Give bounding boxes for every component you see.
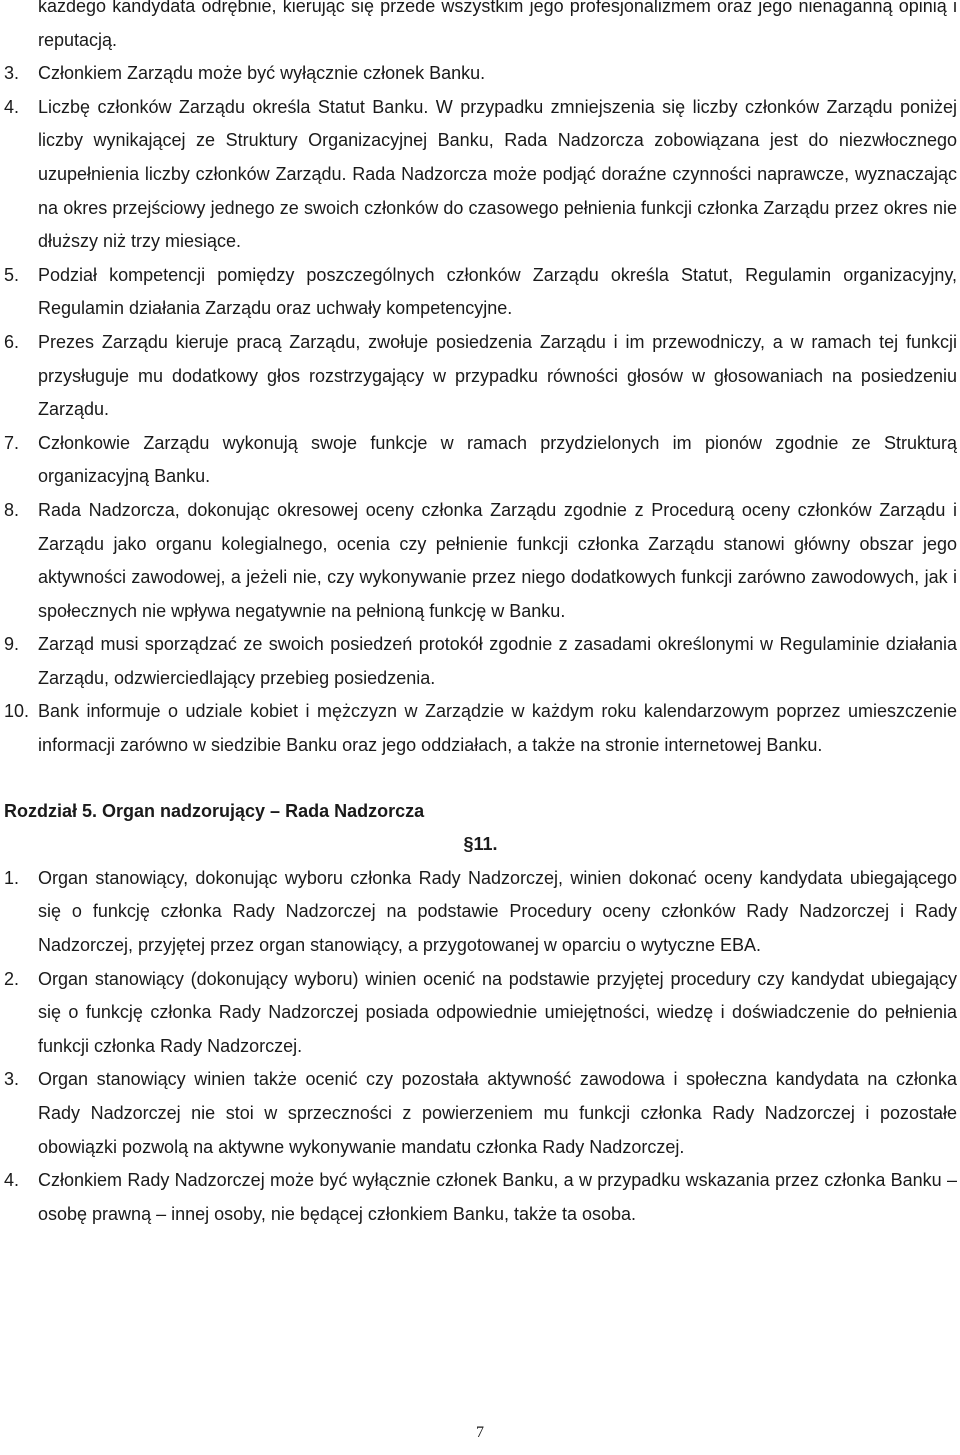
chapter-heading: Rozdział 5. Organ nadzorujący – Rada Nadzorcza [4, 800, 425, 821]
list-item [4, 695, 957, 762]
item-text: Członkiem Zarządu może być wyłącznie członek Banku. [38, 63, 486, 84]
item-text: Członkowie Zarządu wykonują swoje funkcje w ramach przydzielonych im pionów zgodnie ze Strukturą organizacyjną Banku. [38, 432, 957, 487]
item-number: 8. [4, 499, 20, 520]
item-text: Prezes Zarządu kieruje pracą Zarządu, zwołuje posiedzenia Zarządu i im przewodniczy, a w ramach tej funkcji przysługuje mu dodatkowy głos rozstrzygający w przypadku równości głosów w głosowaniach na posiedzeniu Zarządu. [38, 331, 957, 420]
item-number: 5. [4, 264, 20, 285]
spacer [4, 763, 957, 795]
item-number: 4. [4, 1170, 20, 1191]
list-item [4, 326, 957, 427]
section-mark: §11. [463, 834, 498, 855]
list-item [4, 963, 957, 1064]
document-body [4, 0, 957, 1231]
item-text: Zarząd musi sporządzać ze swoich posiedzeń protokół zgodnie z zasadami określonymi w Regulaminie działania Zarządu, odzwierciedlający przebieg posiedzenia. [38, 634, 957, 688]
item-number: 9. [4, 634, 20, 655]
item-number: 2. [4, 968, 20, 989]
item-text: Członkiem Rady Nadzorczej może być wyłącznie członek Banku, a w przypadku wskazania przez członka Banku – osobę prawną – innej osoby, nie będącej członkiem Banku, także ta osoba. [38, 1170, 957, 1224]
item-number: 10. [4, 701, 30, 722]
item-number: 7. [4, 432, 20, 453]
item-text: Organ stanowiący winien także ocenić czy pozostała aktywność zawodowa i społeczna kandydata na członka Rady Nadzorczej nie stoi w sprzeczności z powierzeniem mu funkcji członka Rady Nadzorczej i pozostałe obowiązki pozwolą na aktywne wykonywanie mandatu członka Rady Nadzorczej. [38, 1069, 957, 1157]
item-text: Rada Nadzorcza, dokonując okresowej oceny członka Zarządu zgodnie z Procedurą oceny członków Zarządu i Zarządu jako organu kolegialnego, ocenia czy pełnienie funkcji członka Zarządu stanowi główny obszar jego aktywności zawodowej, a jeżeli nie, czy wykonywanie przez niego dodatkowych funkcji zarówno zawodowych, jak i społecznych nie wpływa negatywnie na pełnioną funkcję w Banku. [38, 499, 957, 621]
list-item [4, 91, 957, 259]
list-item [4, 628, 957, 695]
item-text: Liczbę członków Zarządu określa Statut Banku. W przypadku zmniejszenia się liczby członków Zarządu poniżej liczby wynikającej ze Struktury Organizacyjnej Banku, Rada Nadzorcza zobowiązana jest do niezwłocznego uzupełnienia liczby członków Zarządu. Rada Nadzorcza może podjąć doraźne czynności naprawcze, wyznaczając na okres przejściowy jednego ze swoich członków do czasowego pełnienia funkcji członka Zarządu przez okres nie dłuższy niż trzy miesiące. [38, 96, 957, 252]
item-number: 1. [4, 867, 20, 888]
list-item [4, 862, 957, 963]
item-number: 3. [4, 63, 20, 84]
list-item [4, 494, 957, 628]
list-item [4, 1063, 957, 1164]
continuation-paragraph: każdego kandydata odrębnie, kierując się przede wszystkim jego profesjonalizmem oraz jego nienaganną opinią i reputacją. [38, 0, 957, 50]
item-text: Organ stanowiący, dokonując wyboru członka Rady Nadzorczej, winien dokonać oceny kandydata ubiegającego się o funkcję członka Rady Nadzorczej na podstawie Procedury oceny członków Rady Nadzorczej i Rady Nadzorczej, przyjętej przez organ stanowiący, a przygotowanej w oparciu o wytyczne EBA. [38, 867, 957, 956]
list-item [4, 259, 957, 326]
item-number: 3. [4, 1069, 20, 1090]
item-text: Organ stanowiący (dokonujący wyboru) winien ocenić na podstawie przyjętej procedury czy kandydat ubiegający się o funkcję członka Rady Nadzorczej posiada odpowiednie umiejętności, wiedzę i doświadczenie do pełnienia funkcji członka Rady Nadzorczej. [38, 968, 957, 1056]
item-number: 6. [4, 331, 20, 352]
list-item [4, 427, 957, 494]
item-text: Podział kompetencji pomiędzy poszczególnych członków Zarządu określa Statut, Regulamin organizacyjny, Regulamin działania Zarządu oraz uchwały kompetencyjne. [38, 264, 957, 319]
item-number: 4. [4, 96, 20, 117]
list-item [4, 1164, 957, 1231]
page-number: 7 [476, 1424, 484, 1441]
item-text: Bank informuje o udziale kobiet i mężczyzn w Zarządzie w każdym roku kalendarzowym poprzez umieszczenie informacji zarówno w siedzibie Banku oraz jego oddziałach, a także na stronie internetowej Banku. [38, 701, 957, 756]
list-item [4, 57, 957, 91]
